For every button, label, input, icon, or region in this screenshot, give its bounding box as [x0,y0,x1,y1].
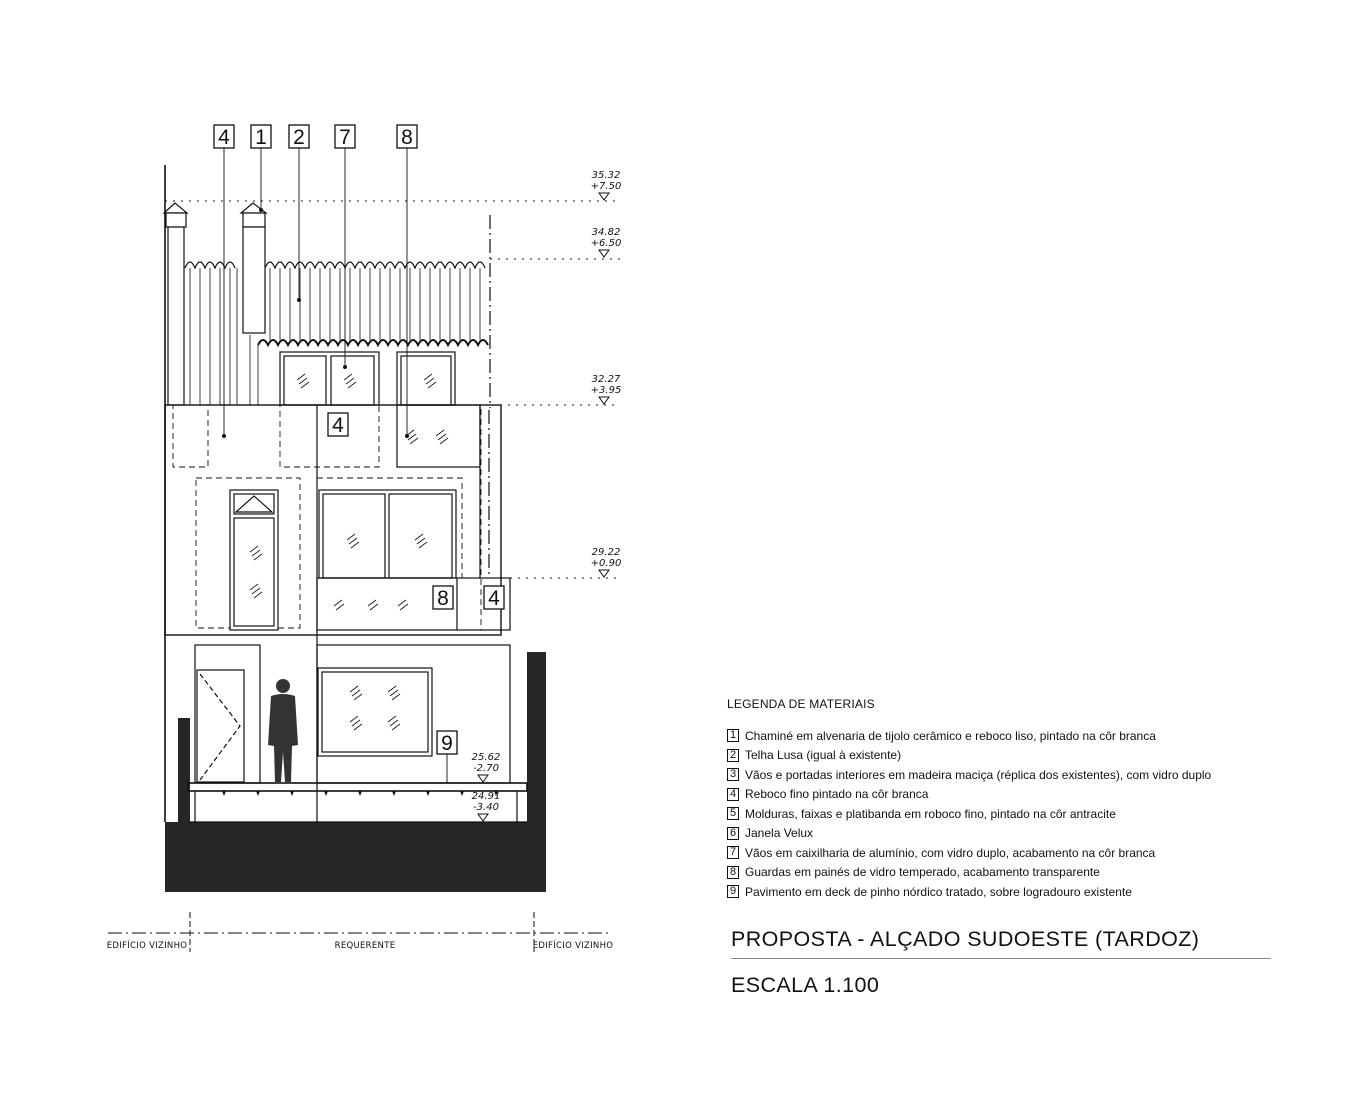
level-6-rel: -3.40 [473,802,499,813]
legend-number: 7 [727,846,739,859]
tag-8-terrace: 8 [437,587,449,610]
level-2-abs: 34.82 [591,227,621,238]
ground-floor-entrance [195,645,260,783]
human-figure [268,679,298,782]
drawing-title: PROPOSTA - ALÇADO SUDOESTE (TARDOZ) [731,927,1271,959]
legend-number: 1 [727,729,739,742]
legend-title: LEGENDA DE MATERIAIS [727,697,875,711]
dashed-frame-1 [173,405,208,467]
level-4-abs: 29.22 [591,547,621,558]
roof-tiles [185,262,488,405]
legend-text: Telha Lusa (igual à existente) [745,748,902,763]
legend-number: 2 [727,749,739,762]
glass-hatches [250,374,448,730]
level-1-abs: 35.32 [591,170,621,181]
legend-item [727,804,1327,824]
legend-number: 9 [727,885,739,898]
attic-window-7 [280,352,379,405]
chimney-right [241,203,266,333]
legend-text: Guardas em painés de vidro temperado, acabamento transparente [745,865,1100,880]
tag-2: 2 [293,126,305,149]
legend-number: 3 [727,768,739,781]
context-right: EDIFÍCIO VIZINHO [532,941,614,951]
context-center: REQUERENTE [334,941,396,951]
level-5-rel: -2.70 [473,763,499,774]
legend-text: Reboco fino pintado na côr branca [745,787,929,802]
first-floor-door [319,490,456,578]
neighbour-wall-right [527,652,546,824]
legend-number: 4 [727,788,739,801]
folding-door [197,670,244,782]
chimney-left [164,203,187,405]
legend-items [727,726,1327,902]
legend-text: Molduras, faixas e platibanda em roboco fino, pintado na côr antracite [745,806,1116,821]
legend-item [727,882,1327,902]
level-5-abs: 25.62 [471,752,501,763]
context-left: EDIFÍCIO VIZINHO [106,941,188,951]
legend-number: 8 [727,866,739,879]
tag-4-mid: 4 [332,414,344,437]
materials-legend [727,697,1327,902]
title-block [731,927,1271,998]
tag-4-terrace: 4 [488,587,500,610]
tag-4-top: 4 [218,126,230,149]
legend-item [727,824,1327,844]
tag-1: 1 [255,126,267,149]
drawing-scale: ESCALA 1.100 [731,973,880,997]
ground-floor-window [318,668,432,756]
legend-item [727,785,1327,805]
upper-glass-guard [397,405,480,467]
legend-text: Chaminé em alvenaria de tijolo cerâmico e reboco liso, pintado na côr branca [745,728,1156,743]
tag-7: 7 [339,126,351,149]
legend-item [727,746,1327,766]
tag-9: 9 [441,732,453,755]
legend-number: 5 [727,807,739,820]
legend-item [727,765,1327,785]
legend-item [727,726,1327,746]
legend-text: Pavimento em deck de pinho nórdico tratado, sobre logradouro existente [745,884,1132,899]
legend-number: 6 [727,827,739,840]
legend-text: Vãos e portadas interiores em madeira maciça (réplica dos existentes), com vidro duplo [745,767,1212,782]
level-3-rel: +3.95 [590,385,622,396]
level-2-rel: +6.50 [590,238,622,249]
legend-item [727,863,1327,883]
level-4-rel: +0.90 [590,558,622,569]
tag-8-top: 8 [401,126,413,149]
level-1-rel: +7.50 [590,181,622,192]
legend-text: Janela Velux [745,826,814,841]
legend-text: Vãos em caixilharia de alumínio, com vidro duplo, acabamento na côr branca [745,845,1156,860]
level-3-abs: 32.27 [591,374,621,385]
ground-fill [165,822,546,892]
level-6-abs: 24.91 [471,791,501,802]
legend-item [727,843,1327,863]
neighbour-wall-left [178,718,190,824]
